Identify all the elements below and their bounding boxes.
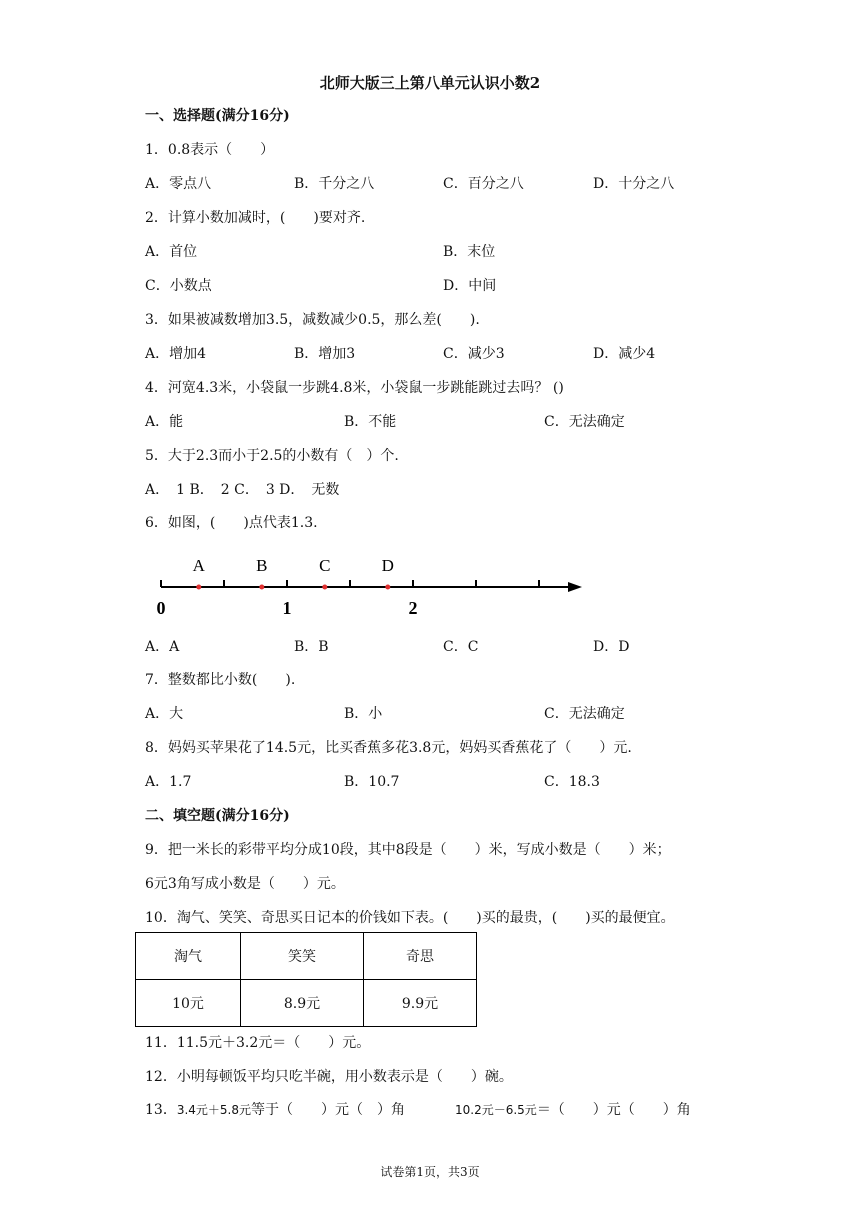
option-a: A．大 (145, 706, 184, 722)
section-heading-fill: 二、填空题(满分16分) (145, 808, 290, 824)
option-a: A．增加4 (145, 346, 207, 362)
option-c: C．减少3 (443, 346, 505, 362)
question-2: 2．计算小数加减时，( )要对齐. (145, 210, 366, 226)
option-b: B．末位 (443, 244, 496, 260)
option-d: D．中间 (443, 278, 497, 294)
option-c: C．无法确定 (544, 706, 625, 722)
price-table (135, 932, 477, 1027)
question-1: 1．0.8表示（ ） (145, 142, 275, 158)
option-b: B．千分之八 (294, 176, 375, 192)
option-c: C．无法确定 (544, 414, 625, 430)
question-4: 4．河宽4.3米，小袋鼠一步跳4.8米，小袋鼠一步跳能跳过去吗？ () (145, 380, 564, 396)
question-13 (145, 1100, 405, 1120)
question-8: 8．妈妈买苹果花了14.5元，比买香蕉多花3.8元，妈妈买香蕉花了（ ）元. (145, 740, 632, 756)
option-b: B．小 (344, 706, 383, 722)
question-11: 11．11.5元＋3.2元＝（ ）元。 (145, 1035, 371, 1051)
point-label: A (192, 556, 205, 575)
option-a: A．1.7 (145, 774, 192, 790)
question-10: 10．淘气、笑笑、奇思买日记本的价钱如下表。( )买的最贵，( )买的最便宜。 (145, 910, 675, 926)
point-marker (196, 585, 201, 590)
arrow-head-icon (568, 582, 582, 592)
expression: 3.4元＋5.8元 (176, 1103, 251, 1117)
question-text: 等于（ ）元（ ）角 (251, 1102, 405, 1118)
number-line-figure (150, 548, 590, 620)
question-6: 6．如图，( )点代表1.3. (145, 515, 318, 531)
table-header-cell: 奇思 (364, 933, 477, 980)
question-3: 3．如果被减数增加3.5，减数减少0.5，那么差( ). (145, 312, 480, 328)
page-title: 北师大版三上第八单元认识小数2 (319, 74, 541, 92)
point-marker (259, 585, 264, 590)
expression: 10.2元－6.5元 (455, 1103, 537, 1117)
question-text: ＝（ ）元（ ）角 (536, 1102, 691, 1118)
table-header-cell: 淘气 (136, 933, 241, 980)
option-b: B．B (294, 639, 329, 655)
option-c: C．18.3 (544, 774, 600, 790)
option-a: A．能 (145, 414, 184, 430)
question-13-part2 (455, 1100, 691, 1120)
table-cell: 10元 (136, 980, 241, 1027)
point-marker (322, 585, 327, 590)
table-header-cell: 笑笑 (241, 933, 364, 980)
question-9: 9．把一米长的彩带平均分成10段，其中8段是（ ）米，写成小数是（ ）米； (145, 842, 671, 858)
page-footer: 试卷第1页，共3页 (380, 1165, 480, 1179)
tick-label: 1 (282, 598, 292, 618)
table-row (136, 980, 477, 1027)
option-c: C．C (443, 639, 479, 655)
question-number: 13． (145, 1102, 177, 1118)
option-b: B．不能 (344, 414, 397, 430)
option-a: A．零点八 (145, 176, 212, 192)
option-c: C．百分之八 (443, 176, 524, 192)
tick-label: 0 (156, 598, 166, 618)
option-b: B．10.7 (344, 774, 400, 790)
option-a: A．A (145, 639, 180, 655)
section-heading-choice: 一、选择题(满分16分) (145, 108, 290, 124)
table-cell: 9.9元 (364, 980, 477, 1027)
option-d: D．十分之八 (593, 176, 675, 192)
table-row (136, 933, 477, 980)
question-12: 12．小明每顿饭平均只吃半碗，用小数表示是（ ）碗。 (145, 1069, 513, 1085)
options-line: A． 1 B． 2 C． 3 D． 无数 (145, 482, 340, 498)
option-d: D．减少4 (593, 346, 656, 362)
point-label: D (381, 556, 394, 575)
point-label: B (256, 556, 268, 575)
table-cell: 8.9元 (241, 980, 364, 1027)
option-a: A．首位 (145, 244, 198, 260)
option-d: D．D (593, 639, 630, 655)
option-c: C．小数点 (145, 278, 212, 294)
question-7: 7．整数都比小数( ). (145, 672, 296, 688)
question-9-cont: 6元3角写成小数是（ ）元。 (145, 876, 345, 892)
point-label: C (319, 556, 331, 575)
point-marker (385, 585, 390, 590)
option-b: B．增加3 (294, 346, 356, 362)
tick-label: 2 (408, 598, 418, 618)
question-5: 5．大于2.3而小于2.5的小数有（ ）个. (145, 448, 399, 464)
